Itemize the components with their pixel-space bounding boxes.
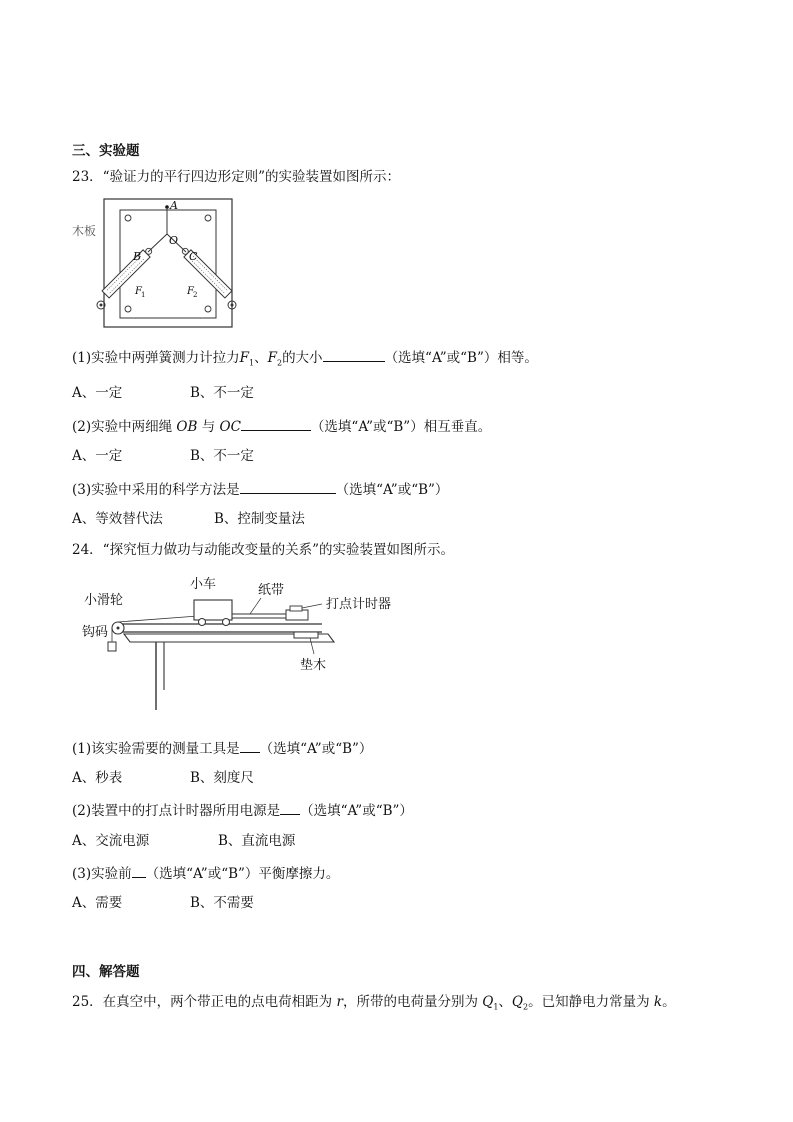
question-23-part-1: (1)实验中两弹簧测力计拉力$F_1$、$F_2$的大小 （选填“A”或“B”）相等。 [72,347,538,373]
timer-label: 打点计时器 [326,597,392,612]
answer-blank[interactable] [280,800,300,815]
work-kinetic-energy-apparatus-figure [78,568,418,716]
answer-blank[interactable] [132,863,146,878]
option-a: A、秒表 [72,770,123,786]
point-c-label: C [189,250,198,263]
question-25-stem: 25．在真空中，两个带正电的点电荷相距为 r，所带的电荷量分别为 $Q_1$、$Q_2$。已知静电力常量为 k。 [72,994,676,1012]
option-b: B、直流电源 [218,833,296,849]
section-title-answer: 四、解答题 [72,964,140,980]
force-parallelogram-apparatus-figure [70,196,250,336]
point-b-label: B [133,250,142,263]
point-o-label: O [169,234,179,247]
option-b: B、不一定 [190,448,254,464]
question-24-part-1: (1)该实验需要的测量工具是 （选填“A”或“B”） [72,738,372,758]
option-b: B、控制变量法 [214,511,305,527]
question-24-part-3-options [72,894,254,912]
f2-label: F [187,286,194,297]
option-a: A、需要 [72,895,123,911]
option-a: A、等效替代法 [72,511,163,527]
block-label: 垫木 [300,658,327,673]
question-24-part-1-options [72,769,254,787]
option-a: A、一定 [72,385,123,401]
option-a: A、一定 [72,448,123,464]
option-a: A、交流电源 [72,833,150,849]
f1-subscript: 1 [141,291,146,299]
option-b: B、不需要 [190,895,254,911]
question-23-part-3-options [72,510,305,528]
f1-label: F [135,286,142,297]
pulley-label: 小滑轮 [84,593,124,608]
section-title-experiment: 三、实验题 [72,143,140,159]
answer-blank[interactable] [323,347,385,362]
question-23-part-2: (2)实验中两细绳 OB 与 OC （选填“A”或“B”）相互垂直。 [72,416,491,436]
point-a-label: A [170,199,178,212]
question-23-part-2-options [72,447,254,465]
question-23-part-1-options [72,384,254,402]
question-24-part-2: (2)装置中的打点计时器所用电源是 （选填“A”或“B”） [72,800,413,820]
option-b: B、不一定 [190,385,254,401]
option-b: B、刻度尺 [190,770,254,786]
cart-label: 小车 [190,577,217,592]
question-24-part-2-options [72,832,295,850]
question-23-stem: 23．“验证力的平行四边形定则”的实验装置如图所示： [72,169,400,185]
paper-tape-label: 纸带 [258,583,285,598]
answer-blank[interactable] [240,738,260,753]
answer-blank[interactable] [241,416,311,431]
f2-subscript: 2 [193,291,198,299]
board-label: 木板 [72,224,97,238]
question-24-stem: 24．“探究恒力做功与动能改变量的关系”的实验装置如图所示。 [72,542,454,558]
question-24-part-3: (3)实验前 （选填“A”或“B”）平衡摩擦力。 [72,863,339,883]
question-23-part-3: (3)实验中采用的科学方法是 （选填“A”或“B”） [72,479,448,499]
answer-blank[interactable] [240,479,336,494]
weight-label: 钩码 [82,625,109,640]
